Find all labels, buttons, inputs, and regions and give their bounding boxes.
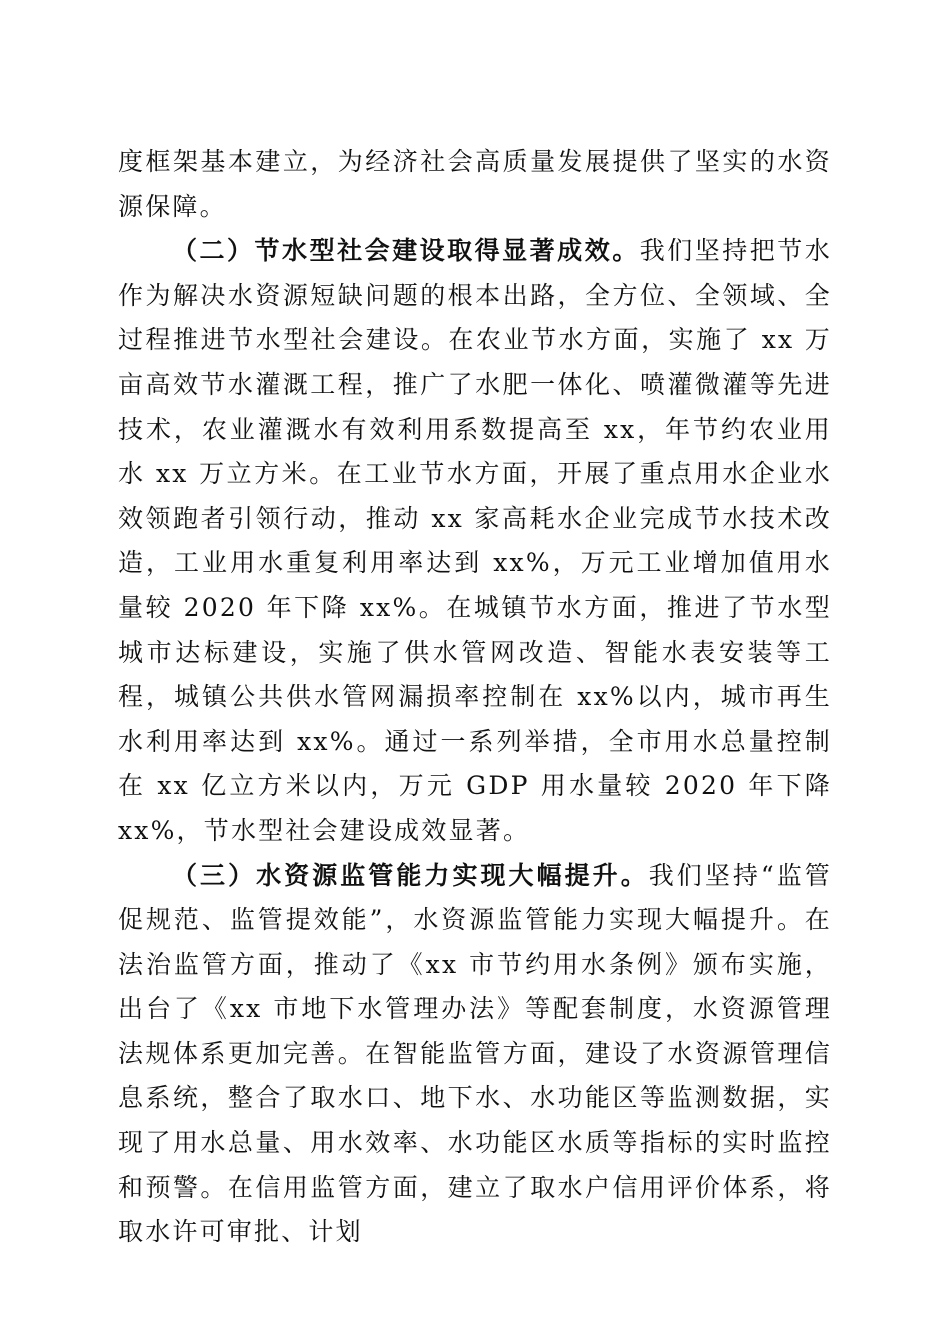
section-heading-3: （三）水资源监管能力实现大幅提升。 xyxy=(172,860,649,890)
section-heading-2: （二）节水型社会建设取得显著成效。 xyxy=(172,236,640,266)
paragraph-continuation xyxy=(118,140,832,229)
paragraph-text: 我们坚持把节水作为解决水资源短缺问题的根本出路，全方位、全领域、全过程推进节水型社会建设。在农业节水方面，实施了 xx 万亩高效节水灌溉工程，推广了水肥一体化、喷灌微灌等先进技术，农业灌溉水有效利用系数提高至 xx，年节约农业用水 xx 万立方米。在工业节水方面，开展了重点用水企业水效领跑者引领行动，推动 xx 家高耗水企业完成节水技术改造，工业用水重复利用率达到 xx%，万元工业增加值用水量较 2020 年下降 xx%。在城镇节水方面，推进了节水型城市达标建设，实施了供水管网改造、智能水表安装等工程，城镇公共供水管网漏损率控制在 xx%以内，城市再生水利用率达到 xx%。通过一系列举措，全市用水总量控制在 xx 亿立方米以内，万元 GDP 用水量较 2020 年下降 xx%，节水型社会建设成效显著。 xyxy=(118,236,832,845)
paragraph-text: 我们坚持“监管促规范、监管提效能”，水资源监管能力实现大幅提升。在法治监管方面，推动了《xx 市节约用水条例》颁布实施，出台了《xx 市地下水管理办法》等配套制度，水资源管理法规体系更加完善。在智能监管方面，建设了水资源管理信息系统，整合了取水口、地下水、水功能区等监测数据，实现了用水总量、用水效率、水功能区水质等指标的实时监控和预警。在信用监管方面，建立了取水户信用评价体系，将取水许可审批、计划 xyxy=(118,860,832,1247)
paragraph-water-saving xyxy=(118,229,832,853)
paragraph-text: 度框架基本建立，为经济社会高质量发展提供了坚实的水资源保障。 xyxy=(118,147,832,221)
paragraph-supervision xyxy=(118,854,832,1255)
document-body xyxy=(118,140,832,1255)
